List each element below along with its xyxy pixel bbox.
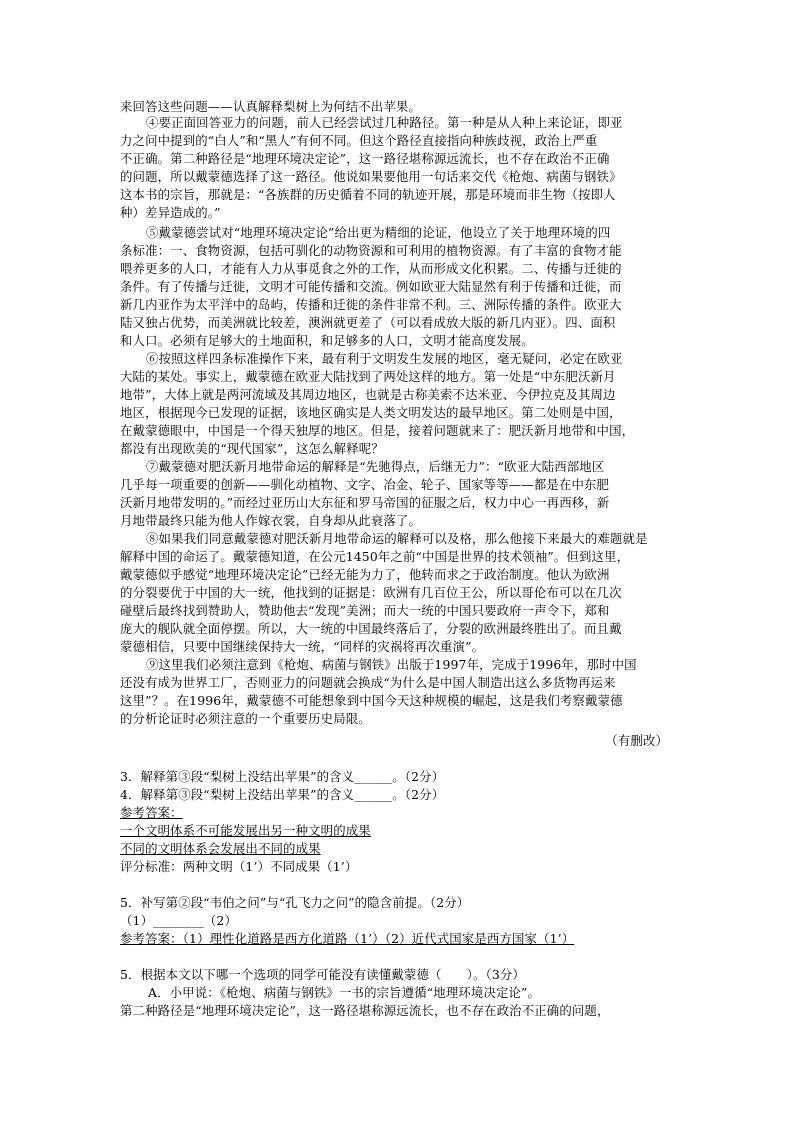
article-line: 的分析论证时必须注意的一个重要历史局限。: [120, 711, 371, 726]
article-line: 不正确。第二种路径是“地理环境决定论”，这一路径堪称源远流长，也不存在政治不正确: [120, 151, 610, 166]
article-line: 戴蒙德似乎感觉“地理环境决定论”已经无能为力了，他转而求之于政治制度。他认为欧洲: [120, 567, 610, 582]
question-5-premise: 5．补写第②段“韦伯之问”与“孔飞力之问”的隐含前提。（2分）: [120, 895, 470, 910]
scoring-criteria: 评分标准：两种文明（1’）不同成果（1’）: [120, 859, 358, 874]
article-line: 还没有成为世界工厂，否则亚力的问题就会换成“为什么是中国人制造出这么多货物再运来: [120, 675, 616, 690]
answer-line: 不同的文明体系会发展出不同的成果: [120, 841, 321, 856]
answer-line: 一个文明体系不可能发展出另一种文明的成果: [120, 823, 371, 838]
paragraph-6-start: ⑥按照这样四条标准操作下来，最有利于文明发生发展的地区，毫无疑问，必定在欧亚: [146, 351, 623, 366]
paragraph-4-start: ④要正面回答亚力的问题，前人已经尝试过几种路径。第一种是从人种上来论证，即亚: [146, 115, 623, 130]
article-line: 几乎每一项重要的创新——驯化动植物、文字、冶金、轮子、国家等等——都是在中东肥: [120, 477, 610, 492]
article-line: 的问题，所以戴蒙德选择了这一路径。他说如果要他用一句话来交代《枪炮、病菌与钢铁》: [120, 169, 622, 184]
article-line: 地带”，大体上就是两河流域及其周边地区，也就是古称美索不达米亚、今伊拉克及其周边: [120, 387, 616, 402]
question-5-choice: 5．根据本文以下哪一个选项的同学可能没有读懂戴蒙德（ ）。（3分）: [120, 967, 525, 982]
answer-label: 参考答案：: [120, 805, 183, 820]
article-line: 这本书的宗旨，那就是：“各族群的历史循着不同的轨迹开展，那是环境而非生物（按即人: [120, 187, 616, 202]
article-line: 庞大的舰队就全面停摆。所以，大一统的中国最终落后了，分裂的欧洲最终胜出了。而且戴: [120, 621, 622, 636]
article-line: 碰壁后最终找到赞助人，赞助他去“发现”美洲；而大一统的中国只要政府一声令下，郑和: [120, 603, 610, 618]
article-line: 解释中国的命运了。戴蒙德知道，在公元1450年之前“中国是世界的技术领袖”。但到这里，: [120, 549, 630, 564]
article-line: 这里”？。在1996年，戴蒙德不可能想象到中国今天这种规模的崛起，这是我们考察戴蒙德: [120, 693, 623, 708]
answer-line: 参考答案：（1）理性化道路是西方化道路（1’）（2）近代式国家是西方国家（1’）: [120, 931, 575, 946]
paragraph-8-start: ⑧如果我们同意戴蒙德对肥沃新月地带命运的解释可以及格，那么他接下来最大的难题就是: [146, 531, 648, 546]
source-note: （有删改）: [605, 733, 668, 748]
paragraph-9-start: ⑨这里我们必须注意到《枪炮、病菌与钢铁》出版于1997年，完成于1996年，那时中国: [146, 657, 637, 672]
question-3: 3．解释第③段“梨树上没结出苹果”的含义______。（2分）: [120, 769, 445, 784]
article-line: 条标准：一、食物资源，包括可驯化的动物资源和可利用的植物资源。有了丰富的食物才能: [120, 243, 622, 258]
article-line: 大陆的某处。事实上，戴蒙德在欧亚大陆找到了两处这样的地方。第一处是“中东肥沃新月: [120, 369, 616, 384]
article-line: 的分裂要优于中国的大一统，他找到的证据是：欧洲有几百位王公，所以哥伦布可以在几次: [120, 585, 622, 600]
paragraph-5-start: ⑤戴蒙德尝试对“地理环境决定论”给出更为精细的论证，他设立了关于地理环境的四: [146, 225, 611, 240]
article-line: 在戴蒙德眼中，中国是一个得天独厚的地区。但是，接着问题就来了：肥沃新月地带和中国，: [120, 423, 635, 438]
option-a: A．小甲说：《枪炮、病菌与钢铁》一书的宗旨遵循“地理环境决定论”。: [148, 985, 541, 1000]
paragraph-7-start: ⑦戴蒙德对肥沃新月地带命运的解释是“先驰得点，后继无力”：“欧亚大陆西部地区: [146, 459, 605, 474]
article-line: 沃新月地带发明的。”而经过亚历山大东征和罗马帝国的征服之后，权力中心一再西移，新: [120, 495, 610, 510]
article-line: 喂养更多的人口，才能有人力从事觅食之外的工作，从而形成文化积累。二、传播与迁徙的: [120, 261, 622, 276]
article-line: 地区，根据现今已发现的证据，该地区确实是人类文明发达的最早地区。第二处则是中国，: [120, 405, 622, 420]
article-line: 种）差异造成的。”: [120, 205, 221, 220]
article-line: 条件。有了传播与迁徙，文明才可能传播和交流。例如欧亚大陆显然有利于传播和迁徙，而: [120, 279, 622, 294]
continuation-line: 第二种路径是“地理环境决定论”，这一路径堪称源远流长，也不存在政治不正确的问题，: [120, 1003, 610, 1018]
article-line: 来回答这些问题——认真解释梨树上为何结不出苹果。: [120, 99, 421, 114]
article-line: 力之问中提到的“白人”和“黑人”有何不同。但这个路径直接指向种族歧视，政治上严重: [120, 133, 598, 148]
article-line: 蒙德相信，只要中国继续保持大一统，“同样的灾祸将再次重演”。: [120, 639, 485, 654]
article-line: 都没有出现欧美的“现代国家”，这怎么解释呢？: [120, 441, 384, 456]
answer-blanks: （1）________（2）: [120, 913, 237, 928]
article-line: 月地带最终只能为他人作嫁衣裳，自身却从此衰落了。: [120, 513, 421, 528]
question-4: 4．解释第③段“梨树上没结出苹果”的含义______。（2分）: [120, 787, 445, 802]
article-line: 和人口。必须有足够大的土地面积，和足够多的人口，文明才能高度发展。: [120, 333, 534, 348]
article-line: 新几内亚作为太平洋中的岛屿，传播和迁徙的条件非常不利。三、洲际传播的条件。欧亚大: [120, 297, 622, 312]
article-line: 陆又独占优势，而美洲就比较差，澳洲就更差了（可以看成放大版的新几内亚）。四、面积: [120, 315, 616, 330]
